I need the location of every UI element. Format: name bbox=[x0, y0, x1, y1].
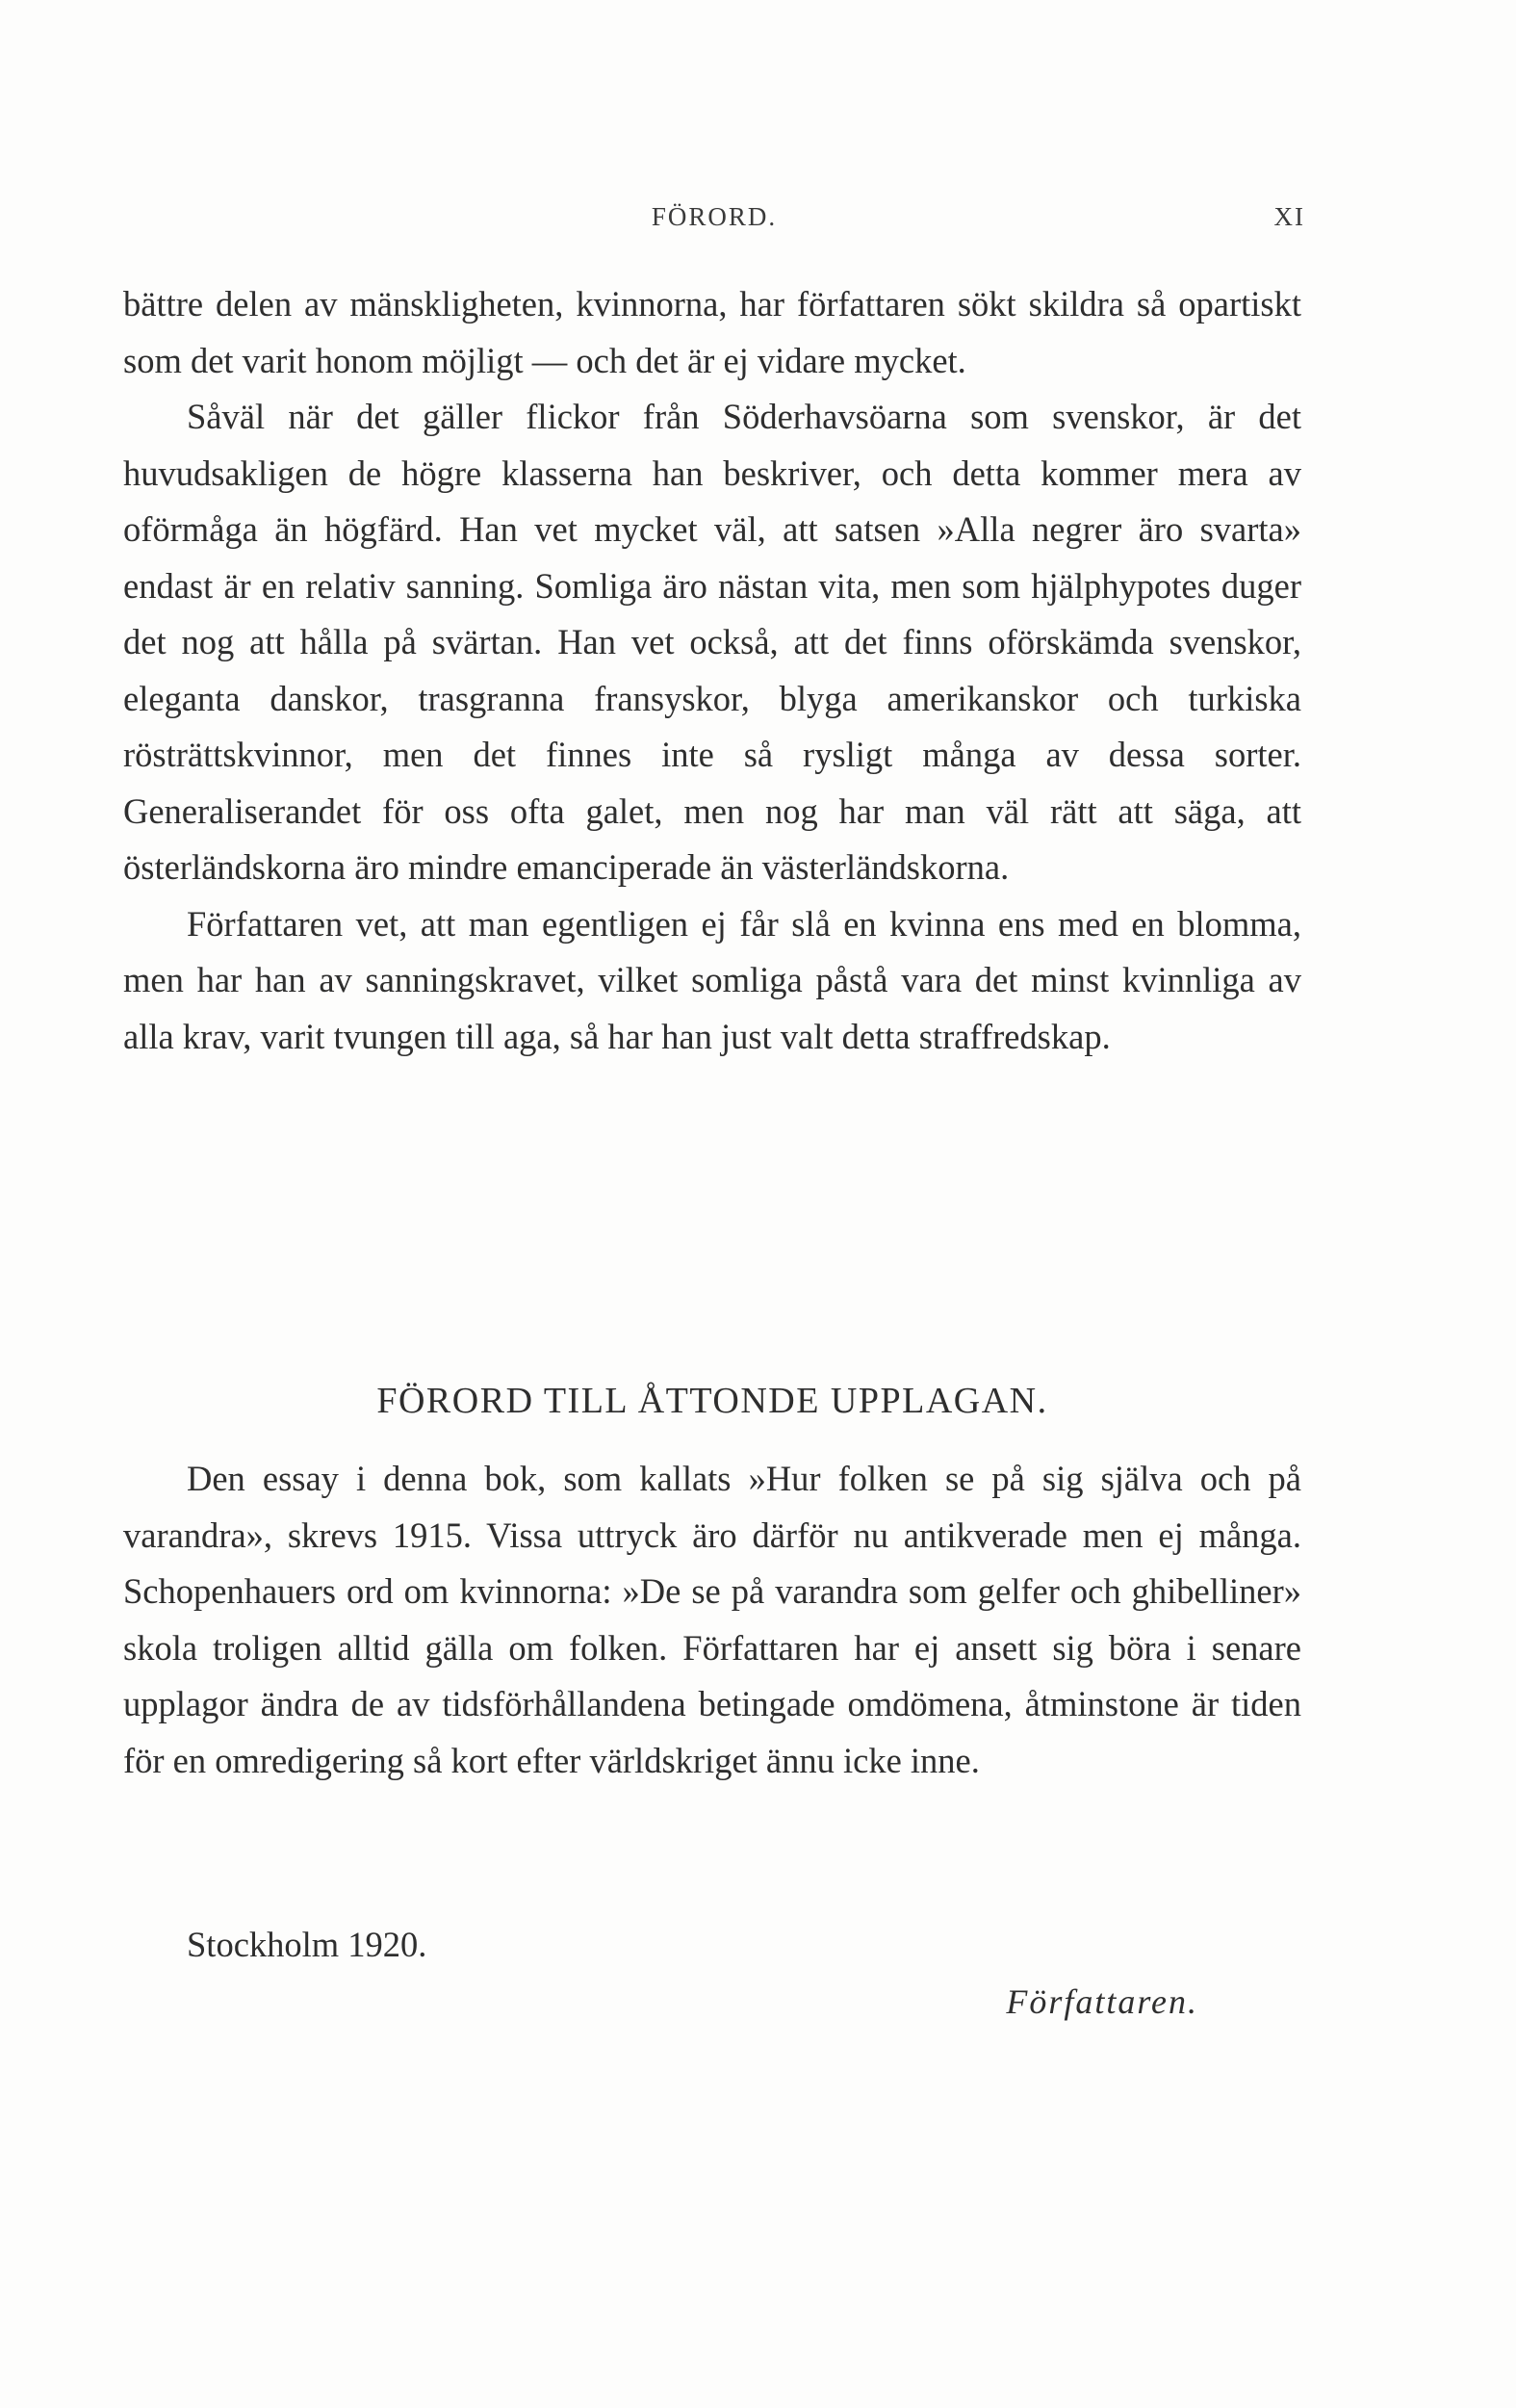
section-title: FÖRORD TILL ÅTTONDE UPPLAGAN. bbox=[376, 1381, 1048, 1421]
eighth-edition-preface bbox=[123, 1372, 1301, 1789]
page-number: XI bbox=[1273, 202, 1305, 231]
paragraph-2: Såväl när det gäller flickor från Söderhavsöarna som svenskor, är det huvudsakligen de högre klasserna han beskriver, och detta kommer mera av oförmåga än högfärd. Han vet mycket väl, att satsen »Alla negrer äro svarta» endast är en relativ sanning. Somliga äro nästan vita, men som hjälphypotes duger det nog att hålla på svärtan. Han vet också, att det finns oförskämda svenskor, eleganta danskor, trasgranna fransyskor, blyga amerikanskor och turkiska rösträttskvinnor, men det finnes inte så rysligt många av dessa sorter. Generaliserandet för oss ofta galet, men nog har man väl rätt att säga, att österländskorna äro mindre emanciperade än västerländskorna. bbox=[123, 397, 1301, 887]
running-head: FÖRORD. bbox=[651, 202, 778, 231]
paragraph-3: Författaren vet, att man egentligen ej får slå en kvinna ens med en blomma, men har han av sanningskravet, vilket somliga påstå vara det minst kvinnliga av alla krav, varit tvungen till aga, så har han just valt detta straffredskap. bbox=[123, 903, 1301, 1056]
paragraph-1: bättre delen av mänskligheten, kvinnorna, har författaren sökt skildra så opartiskt som det varit honom möjligt — och det är ej vidare mycket. bbox=[123, 284, 1301, 380]
signature: Författaren. bbox=[1006, 1982, 1198, 2021]
place-date: Stockholm 1920. bbox=[187, 1925, 427, 1964]
section-text bbox=[123, 1451, 1301, 1789]
section-paragraph: Den essay i denna bok, som kallats »Hur folken se på sig själva och på varandra», skrevs 1915. Vissa uttryck äro därför nu antikverade men ej många. Schopenhauers ord om kvinnorna: »De se på varandra som gelfer och ghibelliner» skola troligen alltid gälla om folken. Författaren har ej ansett sig böra i senare upplagor ändra de av tidsförhållandena betingade omdömena, åtminstone är tiden för en omredigering så kort efter världskriget ännu icke inne. bbox=[123, 1459, 1301, 1780]
page-header bbox=[123, 202, 1305, 241]
body-text bbox=[123, 276, 1301, 1065]
